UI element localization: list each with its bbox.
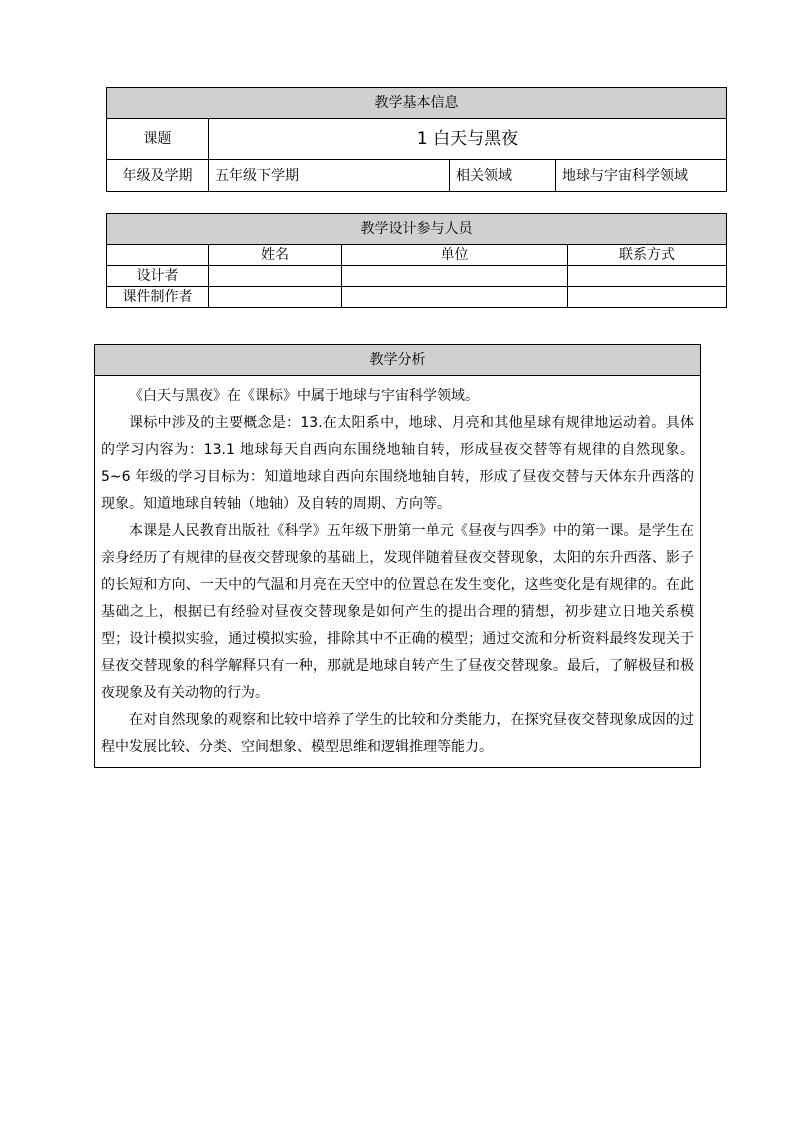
- maker-unit-cell: [342, 287, 568, 308]
- analysis-paragraph: 课标中涉及的主要概念是：13.在太阳系中，地球、月亮和其他星球有规律地运动着。具体的学习内容为：13.1 地球每天自西向东围绕地轴自转，形成昼夜交替等有规律的自然现象。5~6 年级的学习目标为：知道地球自西向东围绕地轴自转，形成了昼夜交替与天体东升西落的现象。知道地球自转轴（地轴）及自转的周期、方向等。: [101, 415, 694, 512]
- topic-label: 课题: [107, 119, 209, 160]
- column-header-unit: 单位: [342, 245, 568, 266]
- designer-name-cell: [209, 266, 342, 287]
- topic-value: 1 白天与黑夜: [209, 119, 727, 160]
- analysis-paragraph: 本课是人民教育出版社《科学》五年级下册第一单元《昼夜与四季》中的第一课。是学生在亲身经历了有规律的昼夜交替现象的基础上，发现伴随着昼夜交替现象，太阳的东升西落、影子的长短和方向、一天中的气温和月亮在天空中的位置总在发生变化，这些变化是有规律的。在此基础之上，根据已有经验对昼夜交替现象是如何产生的提出合理的猜想，初步建立日地关系模型；设计模拟实验，通过模拟实验，排除其中不正确的模型；通过交流和分析资料最终发现关于昼夜交替现象的科学解释只有一种，那就是地球自转产生了昼夜交替现象。最后，了解极昼和极夜现象及有关动物的行为。: [101, 523, 694, 701]
- column-header-name: 姓名: [209, 245, 342, 266]
- maker-contact-cell: [568, 287, 727, 308]
- analysis-paragraph: 《白天与黑夜》在《课标》中属于地球与宇宙科学领域。: [129, 388, 479, 404]
- analysis-table: [94, 344, 701, 768]
- domain-value: 地球与宇宙科学领域: [556, 160, 727, 192]
- grade-label: 年级及学期: [107, 160, 209, 192]
- participants-header: 教学设计参与人员: [107, 214, 727, 245]
- analysis-header: 教学分析: [95, 345, 701, 376]
- maker-name-cell: [209, 287, 342, 308]
- grade-value: 五年级下学期: [209, 160, 450, 192]
- column-header-contact: 联系方式: [568, 245, 727, 266]
- basic-info-table: [106, 87, 727, 192]
- role-courseware-maker: 课件制作者: [107, 287, 209, 308]
- domain-label: 相关领域: [450, 160, 556, 192]
- participants-table: [106, 213, 727, 308]
- basic-info-header: 教学基本信息: [107, 88, 727, 119]
- column-header: [107, 245, 209, 266]
- analysis-paragraph: 在对自然现象的观察和比较中培养了学生的比较和分类能力，在探究昼夜交替现象成因的过程中发展比较、分类、空间想象、模型思维和逻辑推理等能力。: [101, 712, 694, 755]
- analysis-body: [95, 376, 701, 768]
- designer-contact-cell: [568, 266, 727, 287]
- role-designer: 设计者: [107, 266, 209, 287]
- designer-unit-cell: [342, 266, 568, 287]
